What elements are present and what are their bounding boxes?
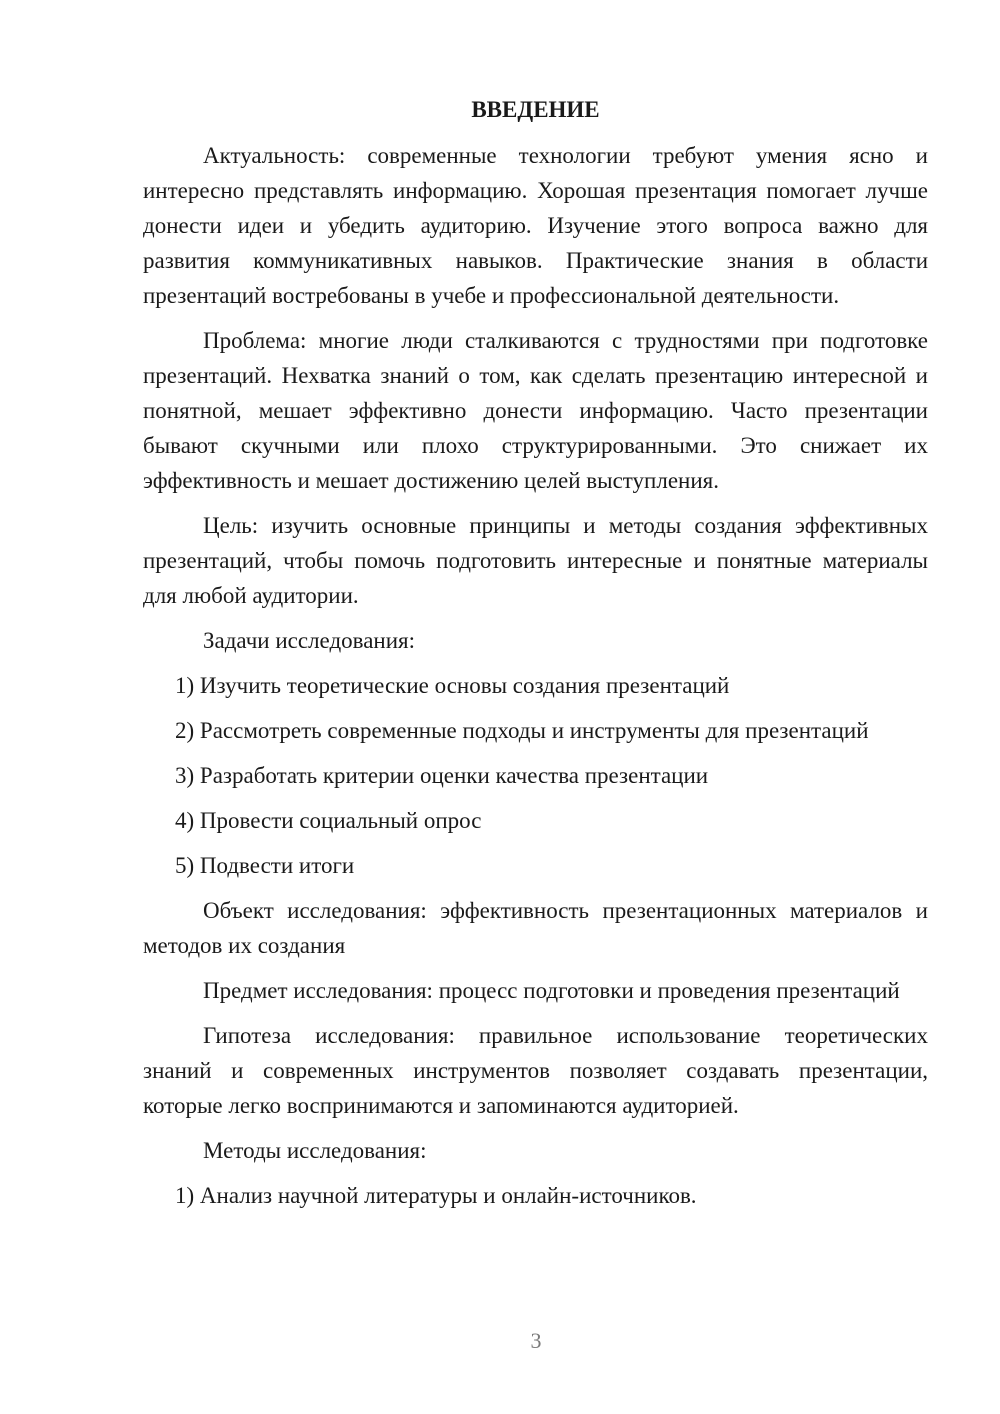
- task-item: 1) Изучить теоретические основы создания презентаций: [175, 673, 730, 698]
- methods-list: [143, 1178, 928, 1213]
- problem-paragraph: Проблема: многие люди сталкиваются с трудностями при подготовке презентаций. Нехватка знаний о том, как сделать презентацию интересной и понятной, мешает эффективно донести информацию. Часто презентации бывают скучными или плохо структурированными. Это снижает их эффективность и мешает достижению целей выступления.: [143, 328, 928, 493]
- goal-paragraph: Цель: изучить основные принципы и методы создания эффективных презентаций, чтобы помочь подготовить интересные и понятные материалы для любой аудитории.: [143, 513, 928, 608]
- page-number: 3: [530, 1328, 542, 1353]
- page-title: ВВЕДЕНИЕ: [471, 97, 600, 122]
- hypothesis-paragraph: Гипотеза исследования: правильное использование теоретических знаний и современных инструментов позволяет создавать презентации, которые легко воспринимаются и запоминаются аудиторией.: [143, 1023, 928, 1118]
- tasks-label: Задачи исследования:: [203, 628, 416, 653]
- task-item: 3) Разработать критерии оценки качества презентации: [175, 763, 709, 788]
- method-item: 1) Анализ научной литературы и онлайн-источников.: [175, 1183, 697, 1208]
- task-item: 5) Подвести итоги: [175, 853, 355, 878]
- task-item: 2) Рассмотреть современные подходы и инструменты для презентаций: [175, 718, 869, 743]
- methods-label: Методы исследования:: [203, 1138, 427, 1163]
- document-page: [143, 92, 928, 1223]
- task-item: 4) Провести социальный опрос: [175, 808, 482, 833]
- subject-paragraph: Предмет исследования: процесс подготовки и проведения презентаций: [203, 978, 900, 1003]
- object-paragraph: Объект исследования: эффективность презентационных материалов и методов их создания: [143, 898, 928, 958]
- relevance-paragraph: Актуальность: современные технологии требуют умения ясно и интересно представлять информацию. Хорошая презентация помогает лучше донести идеи и убедить аудиторию. Изучение этого вопроса важно для развития коммуникативных навыков. Практические знания в области презентаций востребованы в учебе и профессиональной деятельности.: [143, 143, 928, 308]
- tasks-list: [143, 668, 928, 883]
